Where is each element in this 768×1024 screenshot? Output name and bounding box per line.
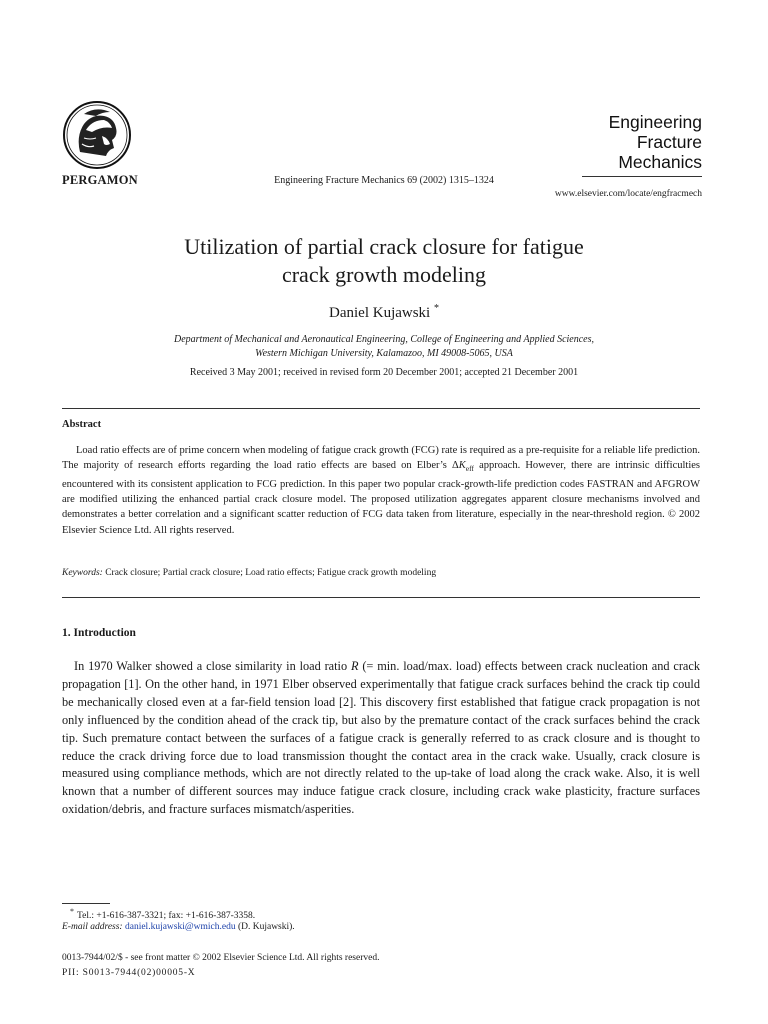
abstract-heading: Abstract bbox=[62, 419, 102, 430]
author-affiliation bbox=[60, 333, 708, 361]
introduction-body bbox=[62, 658, 700, 819]
author-line bbox=[0, 303, 768, 322]
email-link[interactable]: daniel.kujawski@wmich.edu bbox=[124, 922, 236, 932]
footnote-divider bbox=[62, 903, 110, 904]
footnote-email bbox=[62, 922, 295, 932]
affiliation-line: Department of Mechanical and Aeronautical Engineering, College of Engineering and Applied Sciences, bbox=[173, 334, 594, 345]
journal-brand-line: Fracture bbox=[636, 132, 702, 152]
journal-homepage-link[interactable]: www.elsevier.com/locate/engfracmech bbox=[554, 189, 702, 199]
abstract-body bbox=[62, 443, 700, 538]
author-footnote-mark[interactable]: * bbox=[433, 303, 439, 314]
affiliation-line: Western Michigan University, Kalamazoo, MI 49008-5065, USA bbox=[255, 348, 513, 359]
keywords-list: Crack closure; Partial crack closure; Load ratio effects; Fatigue crack growth modeling bbox=[105, 568, 437, 578]
email-owner: (D. Kujawski). bbox=[235, 922, 295, 932]
intro-text-part: In 1970 Walker showed a close similarity in load ratio bbox=[74, 659, 351, 673]
math-symbol: R bbox=[350, 659, 359, 673]
article-title bbox=[90, 233, 678, 289]
brand-divider bbox=[582, 176, 702, 177]
abstract-top-rule bbox=[62, 408, 700, 409]
journal-brand-line: Engineering bbox=[608, 112, 702, 132]
footnote-contact bbox=[62, 907, 255, 921]
email-label: E-mail address: bbox=[62, 922, 123, 932]
pii-line: PII: S0013-7944(02)00005-X bbox=[62, 968, 196, 978]
pergamon-helmet-logo-icon bbox=[62, 100, 132, 170]
journal-reference: Engineering Fracture Mechanics 69 (2002) 1315–1324 bbox=[274, 175, 494, 186]
footnote-mark: * bbox=[70, 907, 74, 916]
section-heading: 1. Introduction bbox=[62, 627, 136, 639]
journal-brand bbox=[609, 112, 702, 172]
math-symbol: K bbox=[458, 460, 466, 472]
journal-brand-line: Mechanics bbox=[618, 152, 702, 172]
keywords-line bbox=[62, 568, 700, 578]
author-name: Daniel Kujawski bbox=[329, 305, 431, 321]
intro-text-part: (= min. load/max. load) effects between crack nucleation and crack propagation [1]. On the other hand, in 1971 Elber observed experimentally that fatigue crack surfaces behind the crack tip could be mechanically closed even at a far-field tension load [2]. This discovery first established that fatigue crack propagation is not only influenced by the condition ahead of the crack tip, but also by the premature contact of the crack surfaces behind the crack tip. Such premature contact between the surfaces of a fatigue crack is generally referred to as crack closure and is thought to reduce the crack driving force due to load transmission thought the contact area in the crack wake. Usually, crack closure is measured using compliance methods, which are not directly related to the up-take of load along the crack wake. Also, it is well known that a number of different sources may induce fatigue crack closure, including crack wake plasticity, fracture surfaces oxidation/debris, and fracture surfaces mismatch/asperities. bbox=[62, 659, 700, 817]
keywords-label: Keywords: bbox=[62, 568, 103, 578]
abstract-text-part: Load ratio effects are of prime concern when modeling of fatigue crack growth (FCG) rate is required as a pre-requisite for a reliable life prediction. The majority of research efforts regarding the load ratio effects are based on Elber’s Δ bbox=[62, 445, 700, 472]
article-title-line: crack growth modeling bbox=[281, 262, 487, 287]
abstract-bottom-rule bbox=[62, 597, 700, 598]
article-title-line: Utilization of partial crack closure for fatigue bbox=[184, 234, 584, 259]
footnote-contact-text: Tel.: +1-616-387-3321; fax: +1-616-387-3358. bbox=[77, 911, 256, 921]
copyright-line: 0013-7944/02/$ - see front matter © 2002 Elsevier Science Ltd. All rights reserved. bbox=[62, 953, 380, 963]
publisher-name: PERGAMON bbox=[62, 173, 138, 187]
math-subscript: eff bbox=[465, 464, 474, 474]
article-history: Received 3 May 2001; received in revised form 20 December 2001; accepted 21 December 2001 bbox=[189, 367, 579, 378]
abstract-text-part: approach. However, there are intrinsic difficulties encountered with its consistent application to FCG prediction. In this paper two popular crack-growth-life prediction codes FASTRAN and AFGROW are modified utilizing the enhanced partial crack closure model. The proposed utilization aggregates apparent closure mechanisms involved and demonstrates a better correlation and a significant scatter reduction of FCG data taken from literature, especially in the near-threshold region. © 2002 Elsevier Science Ltd. All rights reserved. bbox=[62, 460, 700, 536]
